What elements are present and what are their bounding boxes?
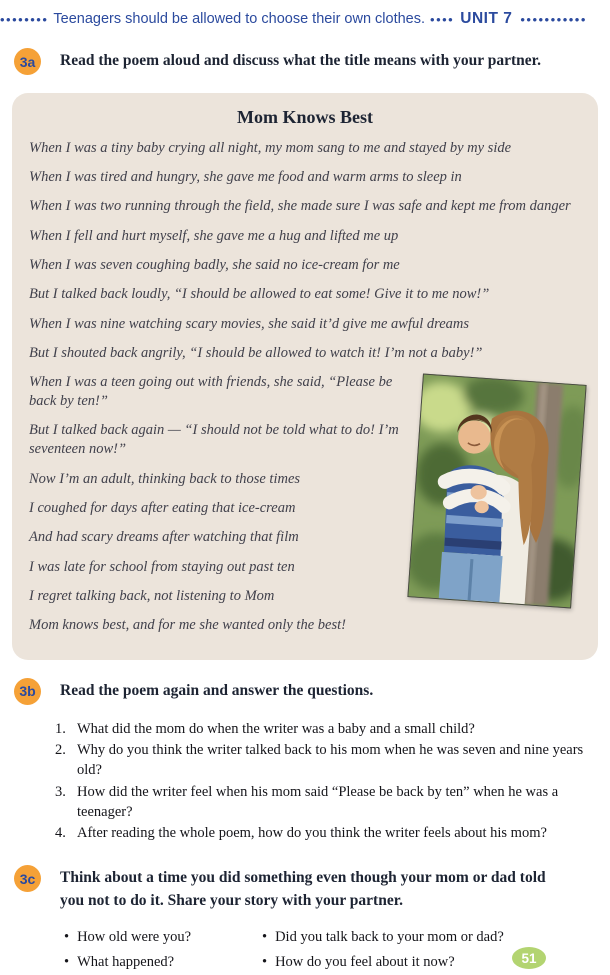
poem-line: But I talked back loudly, “I should be allowed to eat some! Give it to me now!” [29,286,490,303]
poem-line: When I was seven coughing badly, she said no ice-cream for me [29,256,400,273]
question-number: 2. [55,741,66,758]
poem-line: But I talked back again — “I should not be told what to do! I’m seventeen now!” [29,422,399,458]
section-3a-instruction: Read the poem aloud and discuss what the title means with your partner. [60,52,541,69]
prompt-item: • What happened? [64,953,262,973]
prompt-item: • How do you feel about it now? [262,953,610,973]
poem-line: I regret talking back, not listening to Mom [29,588,275,604]
question-item [55,740,590,781]
question-item [55,719,590,739]
poem-line: I was late for school from staying out past ten [29,558,295,575]
poem-body [29,139,581,636]
question-number: 1. [55,720,66,737]
question-number: 4. [55,825,66,842]
mom-hugging-son-photo [407,374,586,609]
prompt-item: • How old were you? [64,928,262,948]
unit-topic-title: Teenagers should be allowed to choose their own clothes. [53,11,426,27]
question-item [55,782,590,823]
poem-line: When I was tired and hungry, she gave me food and warm arms to sleep in [29,168,462,185]
question-text: What did the mom do when the writer was a baby and a small child? [77,720,475,737]
question-text: After reading the whole poem, how do you think the writer feels about his mom? [77,825,547,842]
page-number-badge: 51 [512,947,546,969]
header-dots-middle: •••• [430,11,455,27]
question-number: 3. [55,783,66,800]
section-3a [14,50,596,75]
poem-line: When I was a teen going out with friends, she said, “Please be back by ten!” [29,374,393,410]
section-3b-badge: 3b [14,678,41,705]
page-header [0,0,610,30]
question-item [55,823,590,843]
poem-line: And had scary dreams after watching that film [29,529,299,546]
section-3a-badge: 3a [14,48,41,75]
prompt-item: • Did you talk back to your mom or dad? [262,928,610,948]
unit-label: UNIT 7 [460,10,513,27]
poem-line: When I fell and hurt myself, she gave me a hug and lifted me up [29,227,399,244]
question-text: Why do you think the writer talked back to his mom when he was seven and nine years old? [77,741,584,779]
poem-title: Mom Knows Best [237,107,373,127]
poem-line: But I shouted back angrily, “I should be allowed to watch it! I’m not a baby!” [29,344,483,361]
header-dots-right: ••••••••••• [520,11,587,27]
question-list [55,719,590,844]
poem-line: When I was a tiny baby crying all night, my mom sang to me and stayed by my side [29,139,512,156]
poem-line: Mom knows best, and for me she wanted only the best! [29,617,346,634]
poem-line: Now I’m an adult, thinking back to those times [29,470,301,487]
question-text: How did the writer feel when his mom said “Please be back by ten” when he was a teenager? [77,783,559,820]
section-3c-instruction: Think about a time you did something even though your mom or dad told you not to do it. Share your story with your partner. [60,869,546,909]
poem-box [12,93,598,660]
section-3b [14,680,596,705]
poem-line: When I was nine watching scary movies, she said it’d give me awful dreams [29,315,470,332]
section-3c [14,867,596,912]
header-dots-left: •••••••• [0,11,49,27]
section-3c-badge: 3c [14,865,41,892]
section-3b-instruction: Read the poem again and answer the questions. [60,681,374,699]
poem-line: I coughed for days after eating that ice-cream [29,499,296,516]
poem-line: When I was two running through the field, she made sure I was safe and kept me from danger [29,198,571,215]
